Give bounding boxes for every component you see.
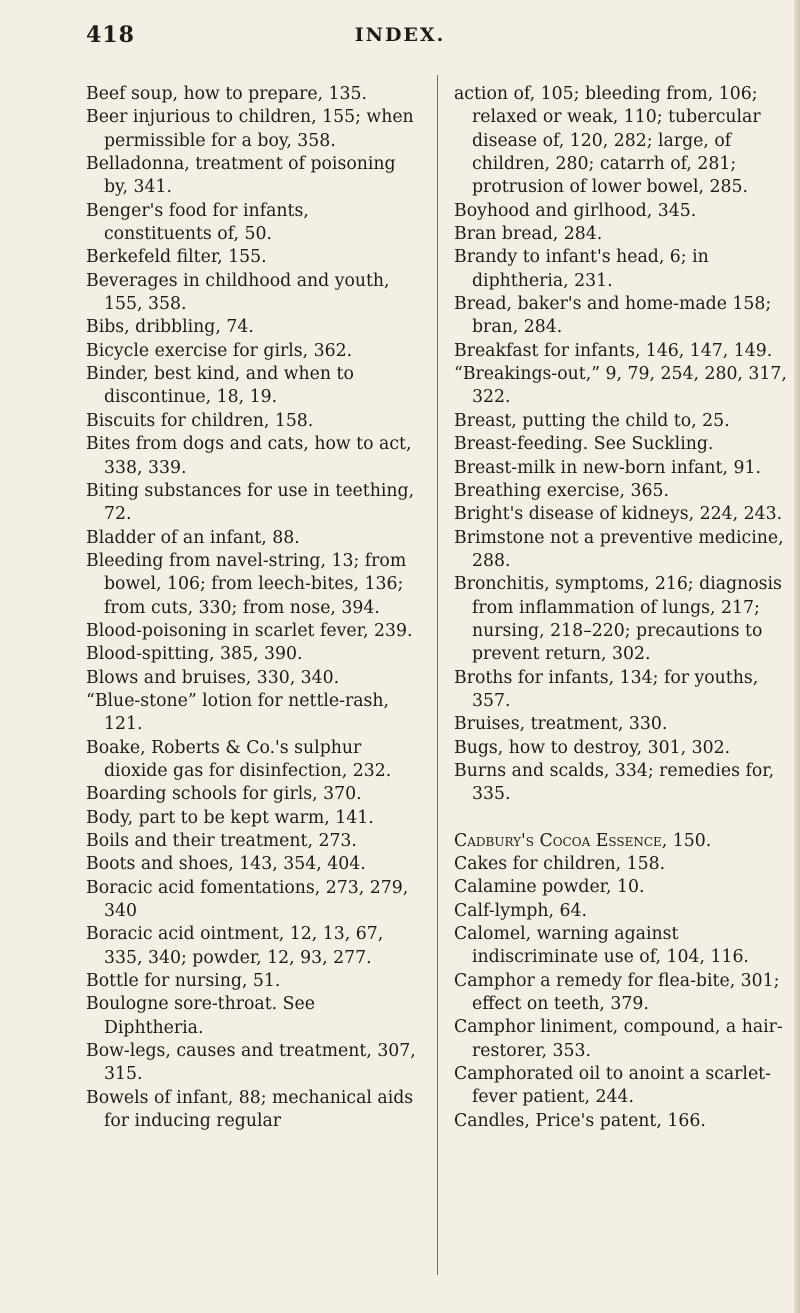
index-entry: Cadbury's Cocoa Essence, 150.	[454, 830, 712, 851]
column-divider	[437, 75, 438, 1275]
index-entry: Bruises, treatment, 330.	[454, 714, 668, 735]
index-entry: Cakes for children, 158.	[454, 854, 666, 874]
index-entry: “Breakings-out,” 9, 79, 254, 280, 317, 322.	[454, 364, 787, 408]
index-entry: Beverages in childhood and youth, 155, 358.	[86, 270, 390, 315]
index-entry: Boarding schools for girls, 370.	[86, 784, 362, 805]
index-entry: “Blue-stone” lotion for nettle-rash, 121.	[86, 690, 390, 735]
index-entry: Bran bread, 284.	[454, 224, 603, 245]
index-entry: Broths for infants, 134; for youths, 357.	[454, 667, 759, 711]
index-entry: Bugs, how to destroy, 301, 302.	[454, 737, 731, 758]
index-entry: Blood-poisoning in scarlet fever, 239.	[86, 620, 413, 641]
index-entry: Bronchitis, symptoms, 216; diagnosis from inflammation of lungs, 217; nursing, 218–220; precautions to prevent return, 302.	[454, 574, 782, 665]
index-entry: Calamine powder, 10.	[454, 877, 645, 898]
index-entry: Camphorated oil to anoint a scarlet-fever patient, 244.	[454, 1064, 771, 1108]
page-edge-shadow	[794, 0, 800, 1313]
index-entry: Bleeding from navel-string, 13; from bowel, 106; from leech-bites, 136; from cuts, 330; from nose, 394.	[86, 550, 407, 618]
index-entry: Beef soup, how to prepare, 135.	[86, 84, 368, 104]
index-entry: Calomel, warning against indiscriminate use of, 104, 116.	[454, 924, 749, 968]
running-head-title: INDEX.	[354, 24, 446, 46]
index-entry: Boracic acid fomentations, 273, 279, 340	[86, 877, 409, 922]
index-entry: Breakfast for infants, 146, 147, 149.	[454, 340, 773, 361]
index-entry: action of, 105; bleeding from, 106; relaxed or weak, 110; tubercular disease of, 120, 282; large, of children, 280; catarrh of, 281; protrusion of lower bowel, 285.	[454, 84, 761, 198]
index-column-left	[86, 83, 416, 1133]
index-entry: Belladonna, treatment of poisoning by, 341.	[86, 154, 396, 198]
index-entry: Bottle for nursing, 51.	[86, 971, 281, 992]
index-entry: Bright's disease of kidneys, 224, 243.	[454, 504, 783, 525]
index-entry: Camphor a remedy for flea-bite, 301; effect on teeth, 379.	[454, 970, 780, 1015]
index-entry: Breathing exercise, 365.	[454, 480, 670, 501]
index-entry: Candles, Price's patent, 166.	[454, 1110, 706, 1131]
index-entry: Breast-milk in new-born infant, 91.	[454, 457, 761, 478]
index-entry: Calf-lymph, 64.	[454, 900, 588, 921]
index-entry: Brimstone not a preventive medicine, 288.	[454, 527, 784, 571]
index-entry: Boake, Roberts & Co.'s sulphur dioxide gas for disinfection, 232.	[86, 737, 392, 781]
index-entry: Breast, putting the child to, 25.	[454, 410, 730, 431]
index-entry: Blood-spitting, 385, 390.	[86, 644, 303, 665]
index-entry: Bow-legs, causes and treatment, 307, 315.	[86, 1041, 416, 1085]
index-column-right	[454, 83, 792, 1133]
index-entry: Brandy to infant's head, 6; in diphtheria, 231.	[454, 247, 709, 291]
index-entry: Bites from dogs and cats, how to act, 338, 339.	[86, 434, 412, 478]
index-entry: Boils and their treatment, 273.	[86, 831, 357, 851]
index-entry: Biscuits for children, 158.	[86, 410, 314, 431]
index-entry: Blows and bruises, 330, 340.	[86, 667, 340, 688]
index-entry: Binder, best kind, and when to discontinue, 18, 19.	[86, 364, 354, 408]
index-entry: Biting substances for use in teething, 72.	[86, 480, 415, 525]
index-entry: Bread, baker's and home-made 158; bran, 284.	[454, 294, 772, 338]
index-entry: Body, part to be kept warm, 141.	[86, 807, 374, 828]
index-entry: Boyhood and girlhood, 345.	[454, 200, 697, 221]
index-entry: Boulogne sore-throat. See Diphtheria.	[86, 994, 315, 1038]
page-header	[0, 22, 800, 52]
index-entry: Breast-feeding. See Suckling.	[454, 434, 714, 455]
page-number: 418	[86, 22, 135, 48]
index-entry: Burns and scalds, 334; remedies for, 335.	[454, 760, 775, 805]
index-entry: Benger's food for infants, constituents of, 50.	[86, 200, 309, 245]
index-entry: Camphor liniment, compound, a hair-restorer, 353.	[454, 1017, 783, 1061]
index-entry: Bladder of an infant, 88.	[86, 527, 300, 548]
index-entry: Bicycle exercise for girls, 362.	[86, 340, 353, 361]
index-entry: Berkefeld filter, 155.	[86, 247, 267, 268]
index-entry: Bibs, dribbling, 74.	[86, 317, 254, 338]
index-entry: Boracic acid ointment, 12, 13, 67, 335, 340; powder, 12, 93, 277.	[86, 924, 384, 968]
index-entry: Bowels of infant, 88; mechanical aids for inducing regular	[86, 1087, 414, 1132]
index-entry: Beer injurious to children, 155; when permissible for a boy, 358.	[86, 107, 414, 151]
index-entry: Boots and shoes, 143, 354, 404.	[86, 854, 366, 875]
